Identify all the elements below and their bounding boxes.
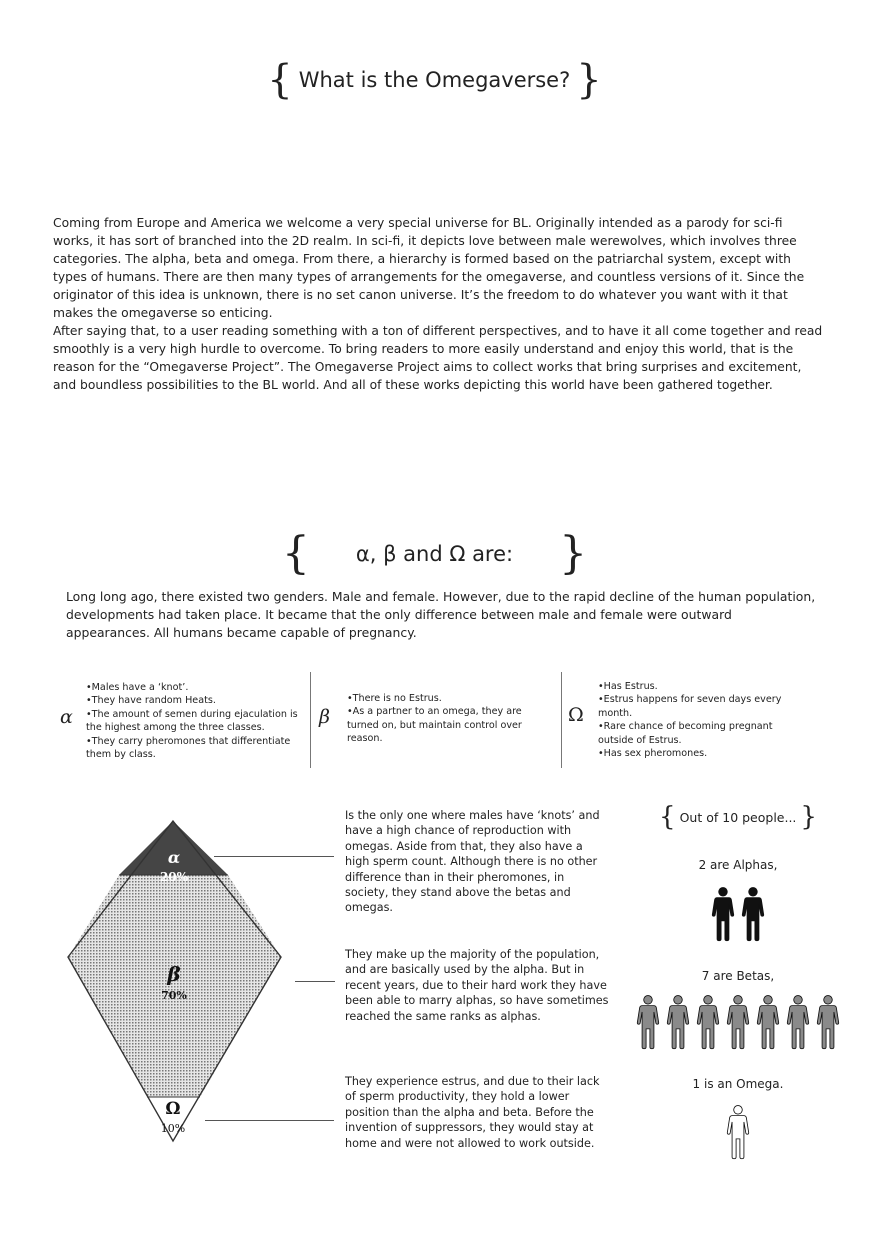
beta-symbol: β: [319, 706, 330, 728]
beta-leader-line: [295, 981, 335, 982]
trait-item: •Has sex pheromones.: [598, 748, 708, 760]
alpha-person-icon: [740, 886, 766, 942]
intro-paragraph: After saying that, to a user reading something with a ton of different perspectives, and to have it all come together and read smoothly is a very high hurdle to overcome. To bring readers to more easily understand and enjoy this world, that is the reason for the “Omegaverse Project”. The Omegaverse Project aims to collect works that bring surprises and excitement, and boundless possibilities to the BL world. And all of these works depicting this world have been gathered together.: [53, 324, 823, 392]
section-title-text: α, β and Ω are:: [355, 542, 514, 566]
trait-item: •The amount of semen during ejaculation is the highest among the three classes.: [86, 708, 298, 734]
omega-count-label: 1 is an Omega.: [692, 1077, 784, 1091]
alpha-person-icon: [710, 886, 736, 942]
beta-tier: [68, 875, 281, 1097]
beta-person-icon: [755, 994, 781, 1050]
beta-tier-symbol: β: [167, 962, 181, 986]
beta-traits: [347, 692, 537, 746]
alpha-description: Is the only one where males have ‘knots’ and have a high chance of reproduction with omegas. Aside from that, they also have a high sperm count. Although there is no other difference than in their pheromones, in society, they stand above the betas and omegas.: [345, 809, 600, 915]
column-divider: [310, 672, 311, 768]
omega-tier-percent: 10%: [160, 1122, 186, 1135]
section-title-omegaverse: [0, 57, 869, 103]
right-brace: }: [800, 802, 817, 832]
beta-person-icon: [635, 994, 661, 1050]
alpha-traits: [86, 681, 298, 761]
beta-person-icon: [725, 994, 751, 1050]
trait-item: •Rare chance of becoming pregnant outside of Estrus.: [598, 721, 773, 746]
beta-tier-percent: 70%: [161, 989, 187, 1002]
trait-item: •There is no Estrus.: [347, 693, 442, 704]
left-brace: {: [281, 528, 310, 579]
beta-figures: [630, 994, 846, 1050]
omega-person-icon: [725, 1104, 751, 1160]
omega-description: They experience estrus, and due to their lack of sperm productivity, they hold a lower position than the alpha and beta. Before the invention of suppressors, they would stay at home and were not allowed to work outside.: [345, 1075, 600, 1150]
lead-paragraph: Long long ago, there existed two genders. Male and female. However, due to the rapid decline of the human population, developments had taken place. It became that the only difference between male and female were outward appearances. All humans became capable of pregnancy.: [66, 589, 816, 640]
left-brace: {: [267, 57, 293, 103]
intro-text: [53, 214, 823, 394]
alpha-symbol: α: [60, 706, 73, 728]
beta-person-icon: [695, 994, 721, 1050]
alpha-count-label: 2 are Alphas,: [698, 858, 778, 872]
omega-symbol: Ω: [568, 704, 584, 726]
trait-item: •As a partner to an omega, they are turned on, but maintain control over reason.: [347, 706, 522, 745]
alpha-figures: [653, 886, 823, 942]
beta-person-icon: [665, 994, 691, 1050]
people-heading: [653, 804, 823, 830]
trait-item: •Males have a ‘knot’.: [86, 682, 189, 693]
omega-tier-symbol: Ω: [165, 1099, 181, 1119]
people-heading-text: Out of 10 people...: [679, 809, 797, 825]
section-title-classes: [0, 528, 869, 579]
beta-person-icon: [785, 994, 811, 1050]
beta-person-icon: [815, 994, 841, 1050]
population-diamond: [60, 815, 290, 1150]
left-brace: {: [659, 802, 676, 832]
right-brace: }: [576, 57, 602, 103]
omega-traits: [598, 680, 798, 760]
column-divider: [561, 672, 562, 768]
omega-figures: [653, 1104, 823, 1160]
trait-item: •Has Estrus.: [598, 681, 658, 692]
trait-item: •They carry pheromones that differentiate them by class.: [86, 735, 291, 761]
beta-description: They make up the majority of the population, and are basically used by the alpha. But in recent years, due to their hard work they have been able to marry alphas, so have sometimes reached the same ranks as alphas.: [345, 948, 609, 1023]
omega-leader-line: [205, 1120, 334, 1121]
alpha-tier-symbol: α: [167, 848, 181, 867]
alpha-tier-percent: 20%: [159, 870, 189, 884]
right-brace: }: [559, 528, 588, 579]
beta-count-label: 7 are Betas,: [701, 969, 775, 983]
alpha-leader-line: [214, 856, 334, 857]
section-title-text: What is the Omegaverse?: [298, 68, 571, 92]
trait-item: •Estrus happens for seven days every month.: [598, 694, 782, 719]
intro-paragraph: Coming from Europe and America we welcome a very special universe for BL. Originally intended as a parody for sci-fi works, it has sort of branched into the 2D realm. In sci-fi, it depicts love between male werewolves, which involves three categories. The alpha, beta and omega. From there, a hierarchy is formed based on the patriarchal system, except with types of humans. There are then many types of arrangements for the omegaverse, and countless versions of it. Since the originator of this idea is unknown, there is no set canon universe. It’s the freedom to do whatever you want with it that makes the omegaverse so enticing.: [53, 216, 805, 320]
trait-item: •They have random Heats.: [86, 695, 216, 707]
